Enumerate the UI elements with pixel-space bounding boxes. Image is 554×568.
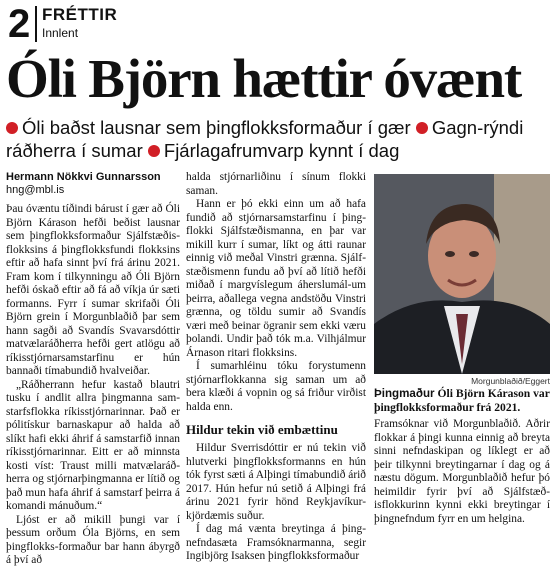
deck xyxy=(6,116,554,162)
body-paragraph: Þau óvæntu tíðindi bárust í gær að Óli Björn Kárason hefði beðist lausnar sem þingflokksformaður Sjálfstæðis-flokksins á þingflokksfundi flokksins eftir að hafa sinnt því frá árinu 2021. Fram kom í tilkynningu að Óli Björn hefði óskað eftir að fá að víkja úr sæti formanns. Fyrr í sumar skrifaði Óli Björn grein í Morgunblaðið þar sem hann sagði að Svandís Svavarsdóttir matvælaráðherra hefði gert atlögu að ríkisstjórnarsamstarfinu er hún bannaði tímabundið hvalveiðar. xyxy=(6,203,180,377)
caption-lead: Þingmaður xyxy=(374,387,435,400)
body-paragraph: Hildur Sverrisdóttir er nú tekin við hlutverki þingflokksformanns en hún tók fyrst sæti á Alþingi tímabundið árið 2017. Hún hefur nú setið á Alþingi frá árinu 2021 fyrir hönd Reykjavíkur-kjördæmis suður. xyxy=(186,442,366,522)
deck-item: Fjárlagafrumvarp kynnt í dag xyxy=(163,140,400,161)
byline-author: Hermann Nökkvi Gunnarsson xyxy=(6,171,161,183)
body-paragraph: Hann er þó ekki einn um að hafa fundið að stjórnarsamstarfinu í þing-flokki Sjálfstæðismanna, en þar var mikill kurr í sumar, líkt og átti raunar einnig við meðal Vinstri grænna. Sjálf-stæðismenn fundu að því að lítið hefði miðað í margvíslegum áherslumál-um þeirra, aðallega vegna andstöðu Vinstri grænna, og töldu sumir að Svandís væri með beinar ögranir sem ekki væru þolandi. Undir það tók m.a. Vilhjálmur Árnason ritari flokksins. xyxy=(186,198,366,359)
caption-text: Óli Björn Kárason var þingflokksformaður frá 2021. xyxy=(374,387,550,414)
headline: Óli Björn hættir óvænt xyxy=(6,48,521,109)
portrait-photo xyxy=(374,174,550,374)
body-paragraph: „Ráðherrann hefur kastað blautri tusku í andlit allra þingmanna sam-starfsflokka ríkisstjórnarinnar. Það er pólitískur barnaskapur að halda að slíkt hafi ekki áhrif á samstarfið innan ríkisstjórnarinnar. Eitt er að minnsta kosti víst: Traust milli matvælaráð-herra og stjórnarþingmanna er lítið og það mun hafa áhrif á samstarf þeirra á komandi mánuðum.“ xyxy=(6,378,180,512)
body-paragraph: halda stjórnarliðinu í sínum flokki saman. xyxy=(186,171,366,197)
body-paragraph: Í dag má vænta breytinga á þing-nefndasæta Framsóknarmanna, segir Ingibjörg Isaksen þingflokksformaður xyxy=(186,523,366,562)
body-paragraph: Framsóknar við Morgunblaðið. Aðrir flokkar á þingi kunna einnig að breyta sinni nefndaskipan og líklegt er að þeir tilkynni breytingarnar í dag og á næstu dögum. Morgunblaðið hefur þó heimildir fyrir því að Sjálfstæð-isflokkurinn kynni ekki breytingar í þingnefndum fyrr en um helgina. xyxy=(374,418,550,525)
deck-item: Gagn-rýndi ráðherra í sumar xyxy=(6,117,524,161)
portrait-illustration xyxy=(374,174,550,374)
bullet-icon xyxy=(6,122,18,134)
deck-item: Óli baðst lausnar sem þingflokksformaður í gær xyxy=(22,117,411,138)
body-paragraph: Ljóst er að mikill þungi var í þessum orðum Óla Björns, en sem þingflokks-formaður bar hann ábyrgð á því að xyxy=(6,513,180,566)
article-column-1 xyxy=(6,171,180,568)
body-paragraph: Í sumarhléinu tóku forystumenn stjórnarflokkanna sig saman um að bera klæði á vopnin og sá friður virðist halda enn. xyxy=(186,360,366,413)
section-label: FRÉTTIR xyxy=(42,5,118,24)
photo-credit: Morgunblaðið/Eggert xyxy=(471,376,550,386)
header-divider xyxy=(35,6,37,42)
photo-caption xyxy=(374,387,550,414)
subsection-label: Innlent xyxy=(42,26,79,40)
article-column-3 xyxy=(374,418,550,526)
bullet-icon xyxy=(416,122,428,134)
bullet-icon xyxy=(148,145,160,157)
page-number: 2 xyxy=(8,2,31,46)
byline-email[interactable]: hng@mbl.is xyxy=(6,184,65,196)
subheading: Hildur tekin við embættinu xyxy=(186,422,338,437)
article-column-2 xyxy=(186,171,366,564)
